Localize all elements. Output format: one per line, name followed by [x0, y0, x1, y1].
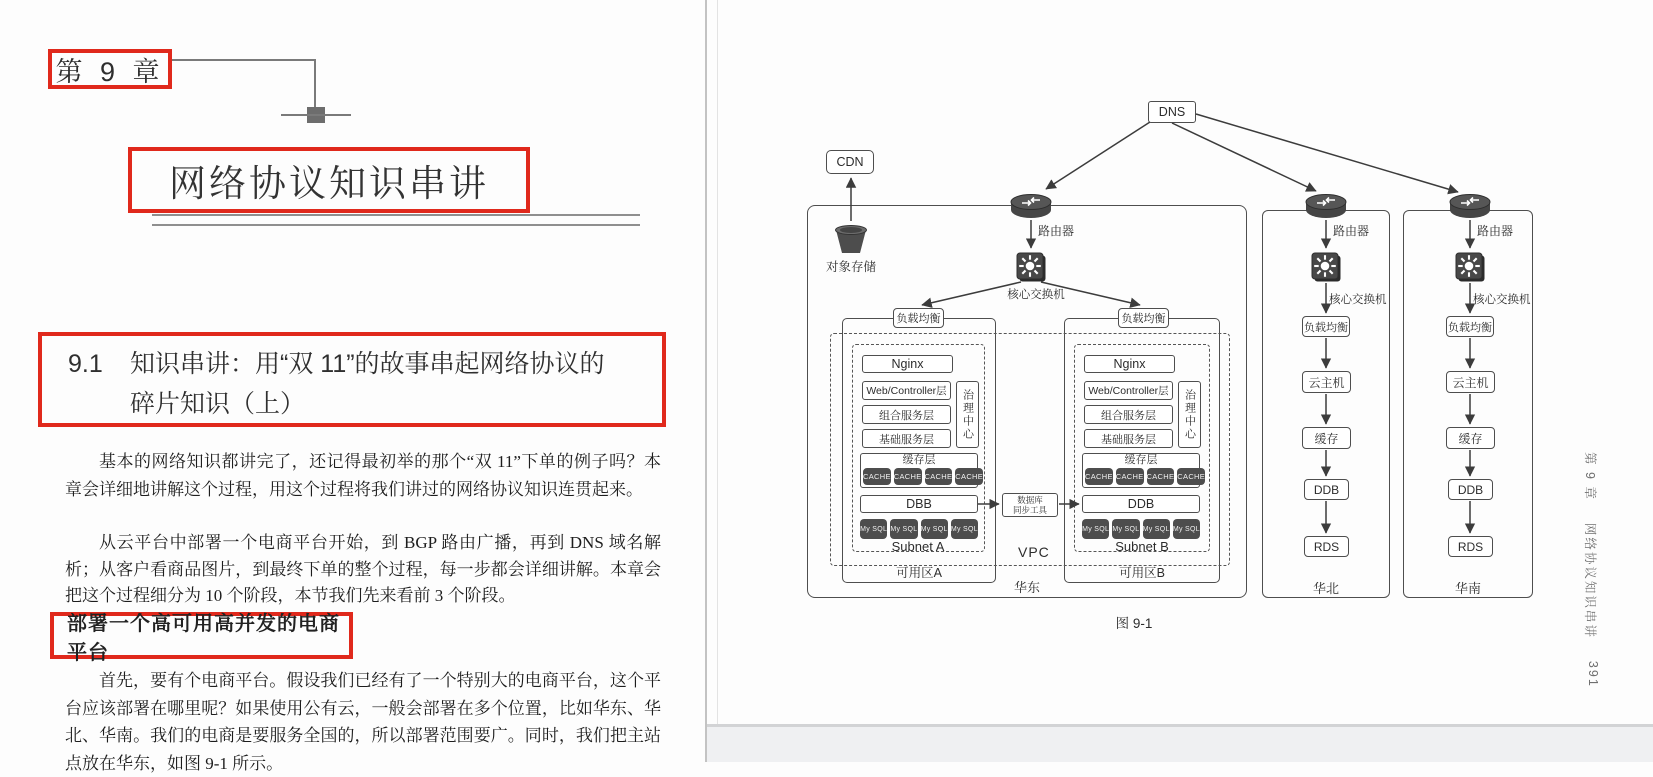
cache-south: 缓存	[1446, 427, 1495, 449]
chapter-connector-line-h2	[281, 114, 351, 116]
load-balancer-north: 负载均衡	[1302, 316, 1350, 337]
chapter-number-highlight-box	[48, 49, 172, 89]
dns-node: DNS	[1148, 101, 1196, 123]
dbb-node: DBB	[860, 495, 978, 513]
body-paragraph-1: 基本的网络知识都讲完了，还记得最初举的那个“双 11”下单的例子吗？本章会详细地讲解这个过程，用这个过程将我们讲过的网络协议知识连贯起来。	[65, 452, 661, 499]
az-b-label: 可用区B	[1119, 566, 1165, 580]
cache-chip: CACHE	[1177, 468, 1205, 485]
core-switch-north-icon	[1311, 251, 1341, 282]
ddb-south: DDB	[1448, 479, 1493, 500]
nginx-node-b: Nginx	[1084, 355, 1175, 373]
router-east-label: 路由器	[1038, 224, 1075, 238]
chapter-number: 第 9 章	[55, 56, 165, 87]
cache-layer-label-a: 缓存层	[902, 454, 936, 466]
core-switch-south-icon	[1455, 251, 1485, 282]
page-edge-line	[717, 0, 718, 725]
cache-chip: CACHE	[1085, 468, 1113, 485]
chapter-title: 网络协议知识串讲	[169, 163, 489, 204]
cache-chip-row-b	[1085, 468, 1206, 485]
composite-service-layer-a: 组合服务层	[862, 405, 951, 424]
margin-page-number: 391	[1586, 660, 1600, 688]
body-paragraph-2: 从云平台中部署一个电商平台开始，到 BGP 路由广播，再到 DNS 域名解析；从客户看商品图片，到最终下单的整个过程，每一步都会详细讲解。本章会把这个过程细分为 10 个阶段，本节我们先来看前 3 个阶段。	[65, 533, 661, 605]
core-switch-east-label: 核心交换机	[1007, 289, 1065, 301]
cache-chip: CACHE	[955, 468, 983, 485]
base-service-layer-b: 基础服务层	[1084, 429, 1173, 448]
page-gap-divider	[705, 0, 707, 762]
rds-south: RDS	[1448, 536, 1493, 557]
core-switch-north-label: 核心交换机	[1329, 294, 1387, 306]
cloud-host-south: 云主机	[1446, 371, 1495, 393]
composite-service-layer-b: 组合服务层	[1084, 405, 1173, 424]
web-controller-layer-a: Web/Controller层	[862, 381, 951, 400]
body-paragraph-3: 首先，要有个电商平台。假设我们已经有了一个特别大的电商平台，这个平台应该部署在哪里呢？如果使用公有云，一般会部署在多个位置，比如华东、华北、华南。我们的电商是要服务全国的，所以部署范围要广。同时，我们把主站点放在华东，如图 9-1 所示。	[65, 671, 661, 773]
db-sync-tool-node: 数据库 同步工具	[1002, 493, 1058, 517]
cache-north: 缓存	[1302, 427, 1351, 449]
chapter-connector-line-h1	[172, 59, 316, 61]
object-storage-icon	[833, 222, 869, 256]
governance-center-b: 治理中心	[1178, 381, 1201, 448]
subnet-a-label: Subnet A	[891, 539, 945, 554]
mysql-chip-row-b	[1082, 519, 1200, 539]
region-east-label: 华东	[1013, 580, 1041, 595]
web-controller-layer-b: Web/Controller层	[1084, 381, 1173, 400]
mysql-chip: My SQL	[1173, 519, 1200, 539]
object-storage-label: 对象存储	[825, 260, 877, 274]
subnet-b-label: Subnet B	[1115, 539, 1169, 554]
rds-north: RDS	[1304, 536, 1349, 557]
mysql-chip: My SQL	[860, 519, 887, 539]
az-a-label: 可用区A	[896, 566, 942, 580]
region-north-label: 华北	[1312, 581, 1340, 596]
ddb-north: DDB	[1304, 479, 1349, 500]
section-heading-highlight-box	[38, 332, 666, 427]
core-switch-south-label: 核心交换机	[1473, 294, 1531, 306]
chapter-title-highlight-box	[128, 147, 530, 213]
left-page	[0, 0, 705, 773]
margin-chapter: 第 9 章	[1583, 452, 1597, 501]
section-number: 9.1	[68, 350, 103, 378]
governance-center-a: 治理中心	[956, 381, 979, 448]
vpc-label: VPC	[1018, 544, 1050, 560]
region-south-label: 华南	[1454, 581, 1482, 596]
base-service-layer-a: 基础服务层	[862, 429, 951, 448]
mysql-chip: My SQL	[921, 519, 948, 539]
mysql-chip: My SQL	[951, 519, 978, 539]
cache-chip-row-a	[863, 468, 984, 485]
cache-chip: CACHE	[1147, 468, 1175, 485]
section-heading-line2: 碎片知识（上）	[130, 390, 306, 418]
cache-chip: CACHE	[894, 468, 922, 485]
mysql-chip-row-a	[860, 519, 978, 539]
subsection-heading: 部署一个高可用高并发的电商平台	[67, 612, 340, 664]
cache-chip: CACHE	[1116, 468, 1144, 485]
router-south-label: 路由器	[1477, 224, 1514, 238]
cache-layer-label-b: 缓存层	[1124, 454, 1158, 466]
viewer-background	[707, 727, 1653, 762]
subsection-heading-highlight-box	[50, 612, 353, 664]
mysql-chip: My SQL	[890, 519, 917, 539]
mysql-chip: My SQL	[1112, 519, 1139, 539]
router-north-label: 路由器	[1333, 224, 1370, 238]
cdn-node: CDN	[826, 150, 874, 174]
cloud-host-north: 云主机	[1302, 371, 1351, 393]
section-heading-line1	[68, 344, 662, 384]
core-switch-east-icon	[1016, 251, 1046, 282]
mysql-chip: My SQL	[1082, 519, 1109, 539]
router-north-icon	[1305, 193, 1347, 219]
cache-chip: CACHE	[925, 468, 953, 485]
margin-title: 网络协议知识串讲	[1583, 522, 1597, 639]
nginx-node-a: Nginx	[862, 355, 953, 373]
figure-caption: 图 9-1	[1115, 616, 1153, 631]
ddb-node-east: DDB	[1082, 495, 1200, 513]
load-balancer-south: 负载均衡	[1446, 316, 1494, 337]
chapter-connector-line-v	[314, 59, 316, 109]
load-balancer-az-b: 负载均衡	[1118, 308, 1169, 328]
chapter-rule-bottom	[152, 224, 640, 226]
router-south-icon	[1449, 193, 1491, 219]
router-east-icon	[1010, 193, 1052, 219]
load-balancer-az-a: 负载均衡	[893, 308, 944, 328]
cache-chip: CACHE	[863, 468, 891, 485]
section-heading-text: 知识串讲：用“双 11”的故事串起网络协议的	[130, 350, 605, 378]
chapter-rule-top	[152, 214, 640, 216]
mysql-chip: My SQL	[1143, 519, 1170, 539]
